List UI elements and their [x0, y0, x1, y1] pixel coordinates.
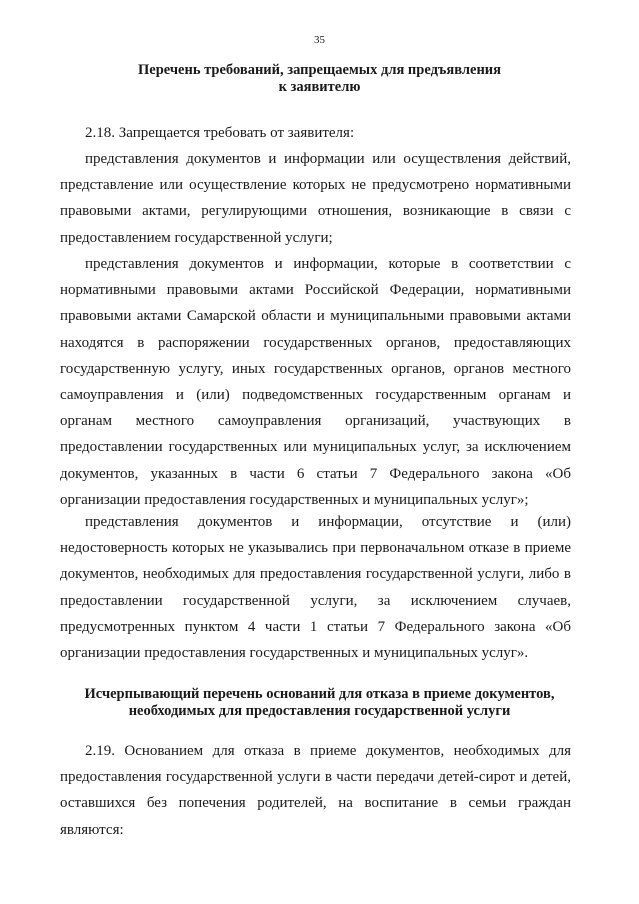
- page-number: 35: [314, 34, 325, 46]
- heading-line: необходимых для предоставления государственной услуги: [128, 703, 511, 719]
- prohibited-item-2: представления документов и информации, которые в соответствии с нормативными правовыми актами Российской Федерации, нормативными правовыми актами Самарской области и муниципальными правовыми актами находятся в распоряжении государственных органов, предоставляющих государственную услугу, иных государственных органов, органов местного самоуправления и (или) подведомственных государственным органам и органам местного самоуправления организаций, участвующих в предоставлении государственных или муниципальных услуг, за исключением документов, указанных в части 6 статьи 7 Федерального закона «Об организации предоставления государственных и муниципальных услуг»;: [60, 256, 571, 508]
- heading-line: Перечень требований, запрещаемых для предъявления: [138, 62, 501, 78]
- clause-2-19: 2.19. Основанием для отказа в приеме документов, необходимых для предоставления государственной услуги в части передачи детей-сирот и детей, оставшихся без попечения родителей, на воспитание в семьи граждан являются:: [60, 743, 571, 838]
- heading-line: к заявителю: [278, 79, 361, 95]
- section-heading-refusal-grounds: [60, 686, 579, 720]
- section-heading-prohibited-requirements: [60, 62, 579, 96]
- prohibited-item-3: представления документов и информации, отсутствие и (или) недостоверность которых не указывались при первоначальном отказе в приеме документов, необходимых для предоставления государственной услуги, либо в предоставлении государственной услуги, за исключением случаев, предусмотренных пунктом 4 части 1 статьи 7 Федерального закона «Об организации предоставления государственных и муниципальных услуг».: [60, 514, 571, 662]
- heading-line: Исчерпывающий перечень оснований для отказа в приеме документов,: [84, 686, 555, 702]
- prohibited-item-1: представления документов и информации или осуществления действий, представление или осуществление которых не предусмотрено нормативными правовыми актами, регулирующими отношения, возникающие в связи с предоставлением государственной услуги;: [60, 151, 571, 246]
- clause-2-18: 2.18. Запрещается требовать от заявителя:: [85, 125, 355, 141]
